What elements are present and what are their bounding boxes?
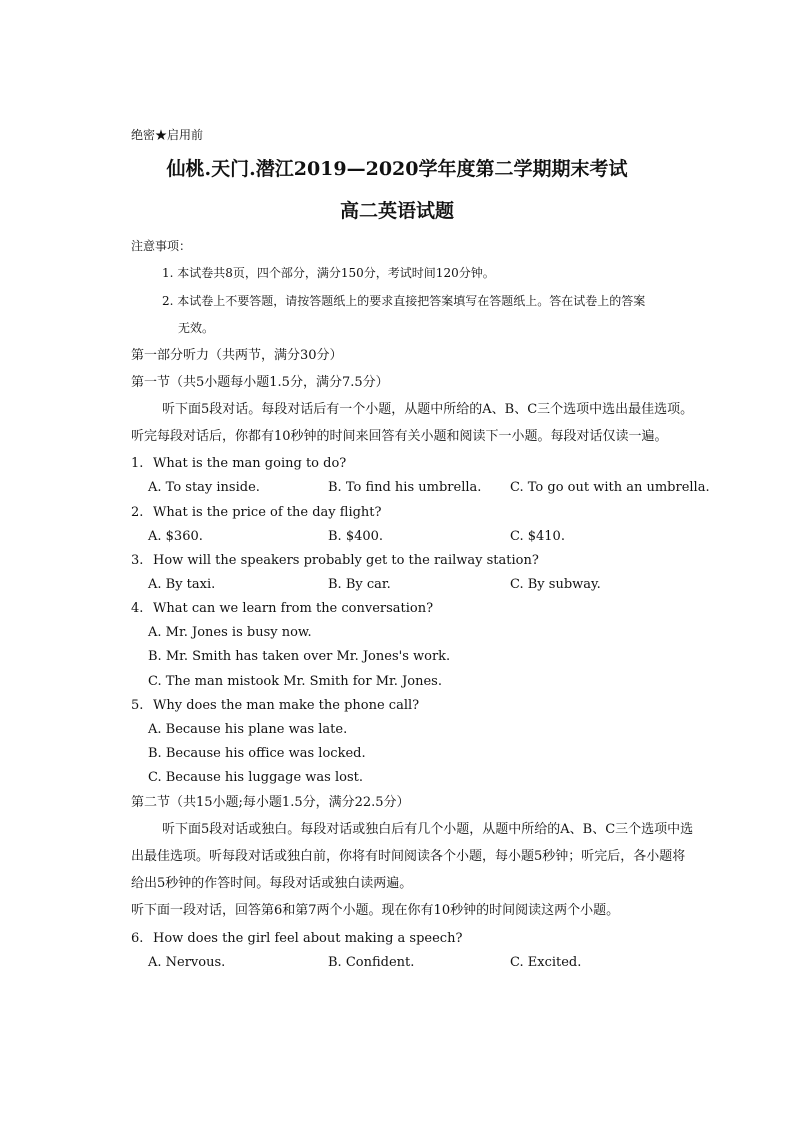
- q4-option-b: B. Mr. Smith has taken over Mr. Jones's work.: [148, 649, 451, 664]
- section1-instruction-2: 听完每段对话后，你都有10秒钟的时间来回答有关小题和阅读下一小题。每段对话仅读一遍。: [131, 429, 668, 444]
- q4-option-a: A. Mr. Jones is busy now.: [148, 625, 312, 640]
- notice-item-1: 1. 本试卷共8页，四个部分，满分150分，考试时间120分钟。: [162, 266, 495, 280]
- q3-option-c: C. By subway.: [510, 577, 601, 592]
- q2-option-a: A. $360.: [148, 529, 203, 544]
- question-text: How will the speakers probably get to the railway station?: [153, 553, 539, 568]
- section1-instruction-1: 听下面5段对话。每段对话后有一个小题，从题中所给的A、B、C三个选项中选出最佳选项。: [162, 402, 694, 417]
- notice-item-2-cont: 无效。: [178, 321, 215, 335]
- question-text: Why does the man make the phone call?: [153, 698, 420, 713]
- question-number: 5.: [131, 698, 144, 713]
- q3-option-b: B. By car.: [328, 577, 391, 592]
- section2-instruction-3: 给出5秒钟的作答时间。每段对话或独白读两遍。: [131, 876, 413, 891]
- q1-option-c: C. To go out with an umbrella.: [510, 480, 710, 495]
- question-number: 6.: [131, 931, 144, 946]
- part1-heading: 第一部分听力（共两节，满分30分）: [131, 348, 343, 363]
- question-text: What can we learn from the conversation?: [153, 601, 434, 616]
- secret-label: 绝密★启用前: [131, 128, 204, 142]
- question-number: 1.: [131, 456, 144, 471]
- q4-option-c: C. The man mistook Mr. Smith for Mr. Jones.: [148, 674, 442, 689]
- question-4: [131, 602, 433, 615]
- q1-option-a: A. To stay inside.: [148, 480, 260, 495]
- section2-instruction-4: 听下面一段对话，回答第6和第7两个小题。现在你有10秒钟的时间阅读这两个小题。: [131, 903, 620, 918]
- question-text: How does the girl feel about making a speech?: [153, 931, 463, 946]
- question-number: 4.: [131, 601, 144, 616]
- q1-option-b: B. To find his umbrella.: [328, 480, 482, 495]
- question-5: [131, 699, 419, 712]
- exam-title: 仙桃.天门.潜江2019—2020学年度第二学期期末考试: [166, 158, 628, 180]
- q2-option-b: B. $400.: [328, 529, 384, 544]
- question-3: [131, 554, 539, 567]
- exam-subtitle: 高二英语试题: [339, 200, 454, 222]
- section2-instruction-1: 听下面5段对话或独白。每段对话或独白后有几个小题，从题中所给的A、B、C三个选项中选: [162, 822, 694, 837]
- question-number: 2.: [131, 505, 144, 520]
- q6-option-c: C. Excited.: [510, 955, 582, 970]
- q6-option-a: A. Nervous.: [148, 955, 226, 970]
- question-text: What is the man going to do?: [153, 456, 347, 471]
- q6-option-b: B. Confident.: [328, 955, 415, 970]
- question-2: [131, 506, 381, 519]
- question-text: What is the price of the day flight?: [153, 505, 382, 520]
- section2-heading: 第二节（共15小题;每小题1.5分，满分22.5分）: [131, 795, 410, 810]
- section2-instruction-2: 出最佳选项。听每段对话或独白前，你将有时间阅读各个小题，每小题5秒钟；听完后，各小题将: [131, 849, 686, 864]
- q5-option-a: A. Because his plane was late.: [148, 722, 348, 737]
- q5-option-c: C. Because his luggage was lost.: [148, 770, 363, 785]
- question-1: [131, 457, 346, 470]
- q5-option-b: B. Because his office was locked.: [148, 746, 366, 761]
- notice-item-2: 2. 本试卷上不要答题，请按答题纸上的要求直接把答案填写在答题纸上。答在试卷上的答案: [162, 294, 646, 308]
- section1-heading: 第一节（共5小题每小题1.5分，满分7.5分）: [131, 375, 389, 390]
- notice-heading: 注意事项：: [131, 239, 192, 253]
- q2-option-c: C. $410.: [510, 529, 565, 544]
- question-6: [131, 932, 462, 945]
- question-number: 3.: [131, 553, 144, 568]
- q3-option-a: A. By taxi.: [148, 577, 216, 592]
